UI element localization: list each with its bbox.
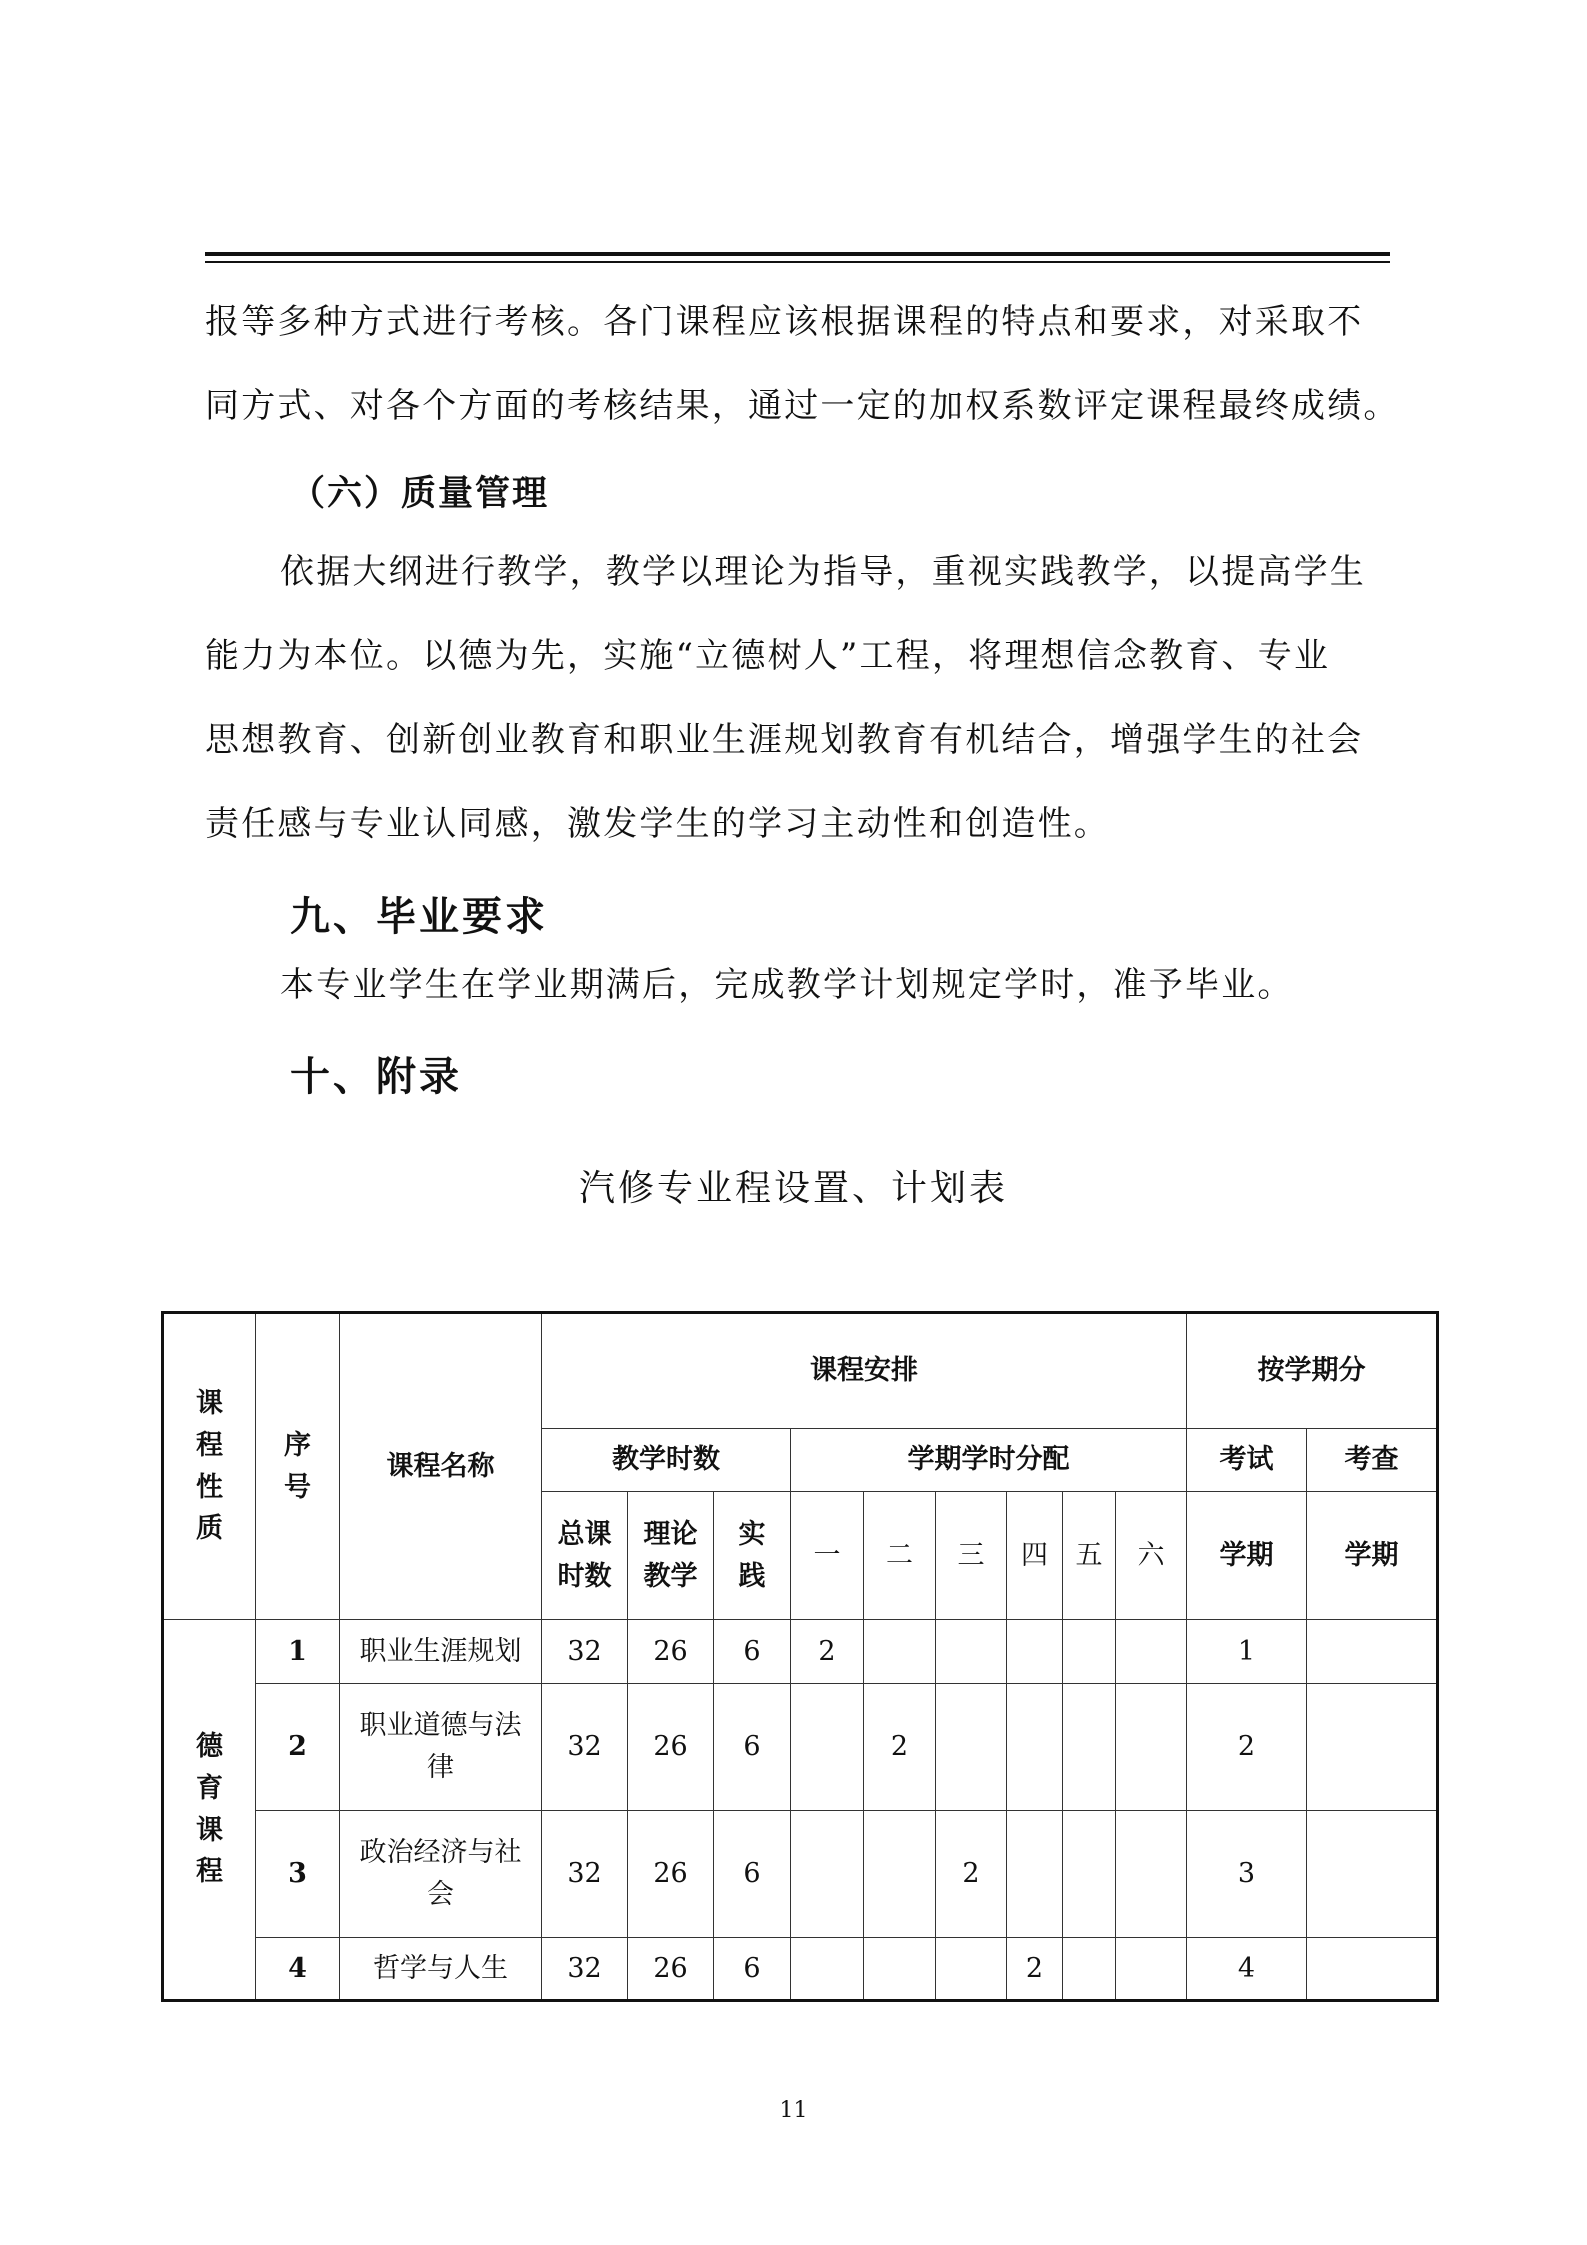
header-check: 考查 (1307, 1429, 1438, 1492)
table-row (163, 1620, 1438, 1684)
header-exam: 考试 (1187, 1429, 1307, 1492)
row-check-term (1307, 1938, 1438, 2001)
row-term-2: 2 (864, 1684, 936, 1811)
row-term-4: 2 (1007, 1938, 1063, 2001)
row-total: 32 (542, 1684, 628, 1811)
page-number: 11 (779, 2098, 808, 2123)
row-theory: 26 (628, 1620, 714, 1684)
header-course-name: 课程名称 (340, 1313, 542, 1620)
row-practice: 6 (714, 1684, 791, 1811)
row-term-3: 2 (936, 1811, 1007, 1938)
chapter-heading-appendix: 十、附录 (290, 1053, 462, 1100)
row-practice: 6 (714, 1938, 791, 2001)
row-term-6 (1116, 1811, 1187, 1938)
header-check-term: 学期 (1307, 1492, 1438, 1620)
section-heading-quality: （六）质量管理 (290, 473, 550, 514)
header-rule-thick (205, 252, 1390, 256)
row-course-name: 哲学与人生 (340, 1938, 542, 2001)
row-total: 32 (542, 1811, 628, 1938)
paragraph-line: 思想教育、创新创业教育和职业生涯规划教育有机结合，增强学生的社会 (205, 720, 1364, 760)
row-term-5 (1063, 1620, 1116, 1684)
header-term-2: 二 (864, 1492, 936, 1620)
row-exam-term: 1 (1187, 1620, 1307, 1684)
header-total-hours: 总课 时数 (542, 1492, 628, 1620)
row-term-2 (864, 1811, 936, 1938)
paragraph-line: 依据大纲进行教学，教学以理论为指导，重视实践教学，以提高学生 (280, 552, 1366, 592)
row-term-6 (1116, 1684, 1187, 1811)
row-total: 32 (542, 1938, 628, 2001)
row-term-6 (1116, 1620, 1187, 1684)
header-term-5: 五 (1063, 1492, 1116, 1620)
row-term-6 (1116, 1938, 1187, 2001)
chapter-heading-graduation: 九、毕业要求 (290, 893, 548, 940)
row-term-4 (1007, 1811, 1063, 1938)
row-term-2 (864, 1620, 936, 1684)
header-rule-thin (205, 261, 1390, 263)
paragraph-line: 能力为本位。以德为先，实施“立德树人”工程，将理想信念教育、专业 (205, 636, 1331, 676)
row-term-1 (791, 1938, 864, 2001)
table-row (163, 1938, 1438, 2001)
row-term-5 (1063, 1938, 1116, 2001)
row-term-5 (1063, 1811, 1116, 1938)
header-exam-term: 学期 (1187, 1492, 1307, 1620)
row-term-5 (1063, 1684, 1116, 1811)
row-check-term (1307, 1620, 1438, 1684)
row-course-name: 政治经济与社 会 (340, 1811, 542, 1938)
table-row (163, 1684, 1438, 1811)
row-term-3 (936, 1620, 1007, 1684)
header-term-6: 六 (1116, 1492, 1187, 1620)
paragraph-line: 报等多种方式进行考核。各门课程应该根据课程的特点和要求，对采取不 (205, 302, 1364, 342)
header-practice-hours: 实 践 (714, 1492, 791, 1620)
paragraph-line: 本专业学生在学业期满后，完成教学计划规定学时，准予毕业。 (280, 965, 1294, 1005)
header-term-4: 四 (1007, 1492, 1063, 1620)
row-term-1: 2 (791, 1620, 864, 1684)
paragraph-line: 同方式、对各个方面的考核结果，通过一定的加权系数评定课程最终成绩。 (205, 386, 1400, 426)
row-practice: 6 (714, 1811, 791, 1938)
row-practice: 6 (714, 1620, 791, 1684)
row-exam-term: 4 (1187, 1938, 1307, 2001)
row-index: 3 (256, 1811, 340, 1938)
row-exam-term: 3 (1187, 1811, 1307, 1938)
header-theory-hours: 理论 教学 (628, 1492, 714, 1620)
table-row (163, 1811, 1438, 1938)
row-theory: 26 (628, 1684, 714, 1811)
row-check-term (1307, 1684, 1438, 1811)
row-index: 4 (256, 1938, 340, 2001)
row-term-1 (791, 1811, 864, 1938)
header-index: 序 号 (256, 1313, 340, 1620)
row-term-1 (791, 1684, 864, 1811)
table-title: 汽修专业程设置、计划表 (578, 1168, 1008, 1209)
course-plan-table (161, 1311, 1439, 2002)
row-course-name: 职业生涯规划 (340, 1620, 542, 1684)
header-term-3: 三 (936, 1492, 1007, 1620)
header-term-1: 一 (791, 1492, 864, 1620)
header-teaching-hours: 教学时数 (542, 1429, 791, 1492)
header-term-distribution: 学期学时分配 (791, 1429, 1187, 1492)
group-label-moral-education: 德 育 课 程 (163, 1620, 256, 2001)
header-by-term: 按学期分 (1187, 1313, 1438, 1429)
paragraph-line: 责任感与专业认同感，激发学生的学习主动性和创造性。 (205, 804, 1110, 844)
row-term-4 (1007, 1684, 1063, 1811)
row-theory: 26 (628, 1938, 714, 2001)
row-total: 32 (542, 1620, 628, 1684)
header-arrangement: 课程安排 (542, 1313, 1187, 1429)
row-term-3 (936, 1938, 1007, 2001)
row-exam-term: 2 (1187, 1684, 1307, 1811)
row-term-3 (936, 1684, 1007, 1811)
row-check-term (1307, 1811, 1438, 1938)
row-term-2 (864, 1938, 936, 2001)
row-term-4 (1007, 1620, 1063, 1684)
row-theory: 26 (628, 1811, 714, 1938)
row-course-name: 职业道德与法 律 (340, 1684, 542, 1811)
row-index: 1 (256, 1620, 340, 1684)
row-index: 2 (256, 1684, 340, 1811)
header-category: 课 程 性 质 (163, 1313, 256, 1620)
